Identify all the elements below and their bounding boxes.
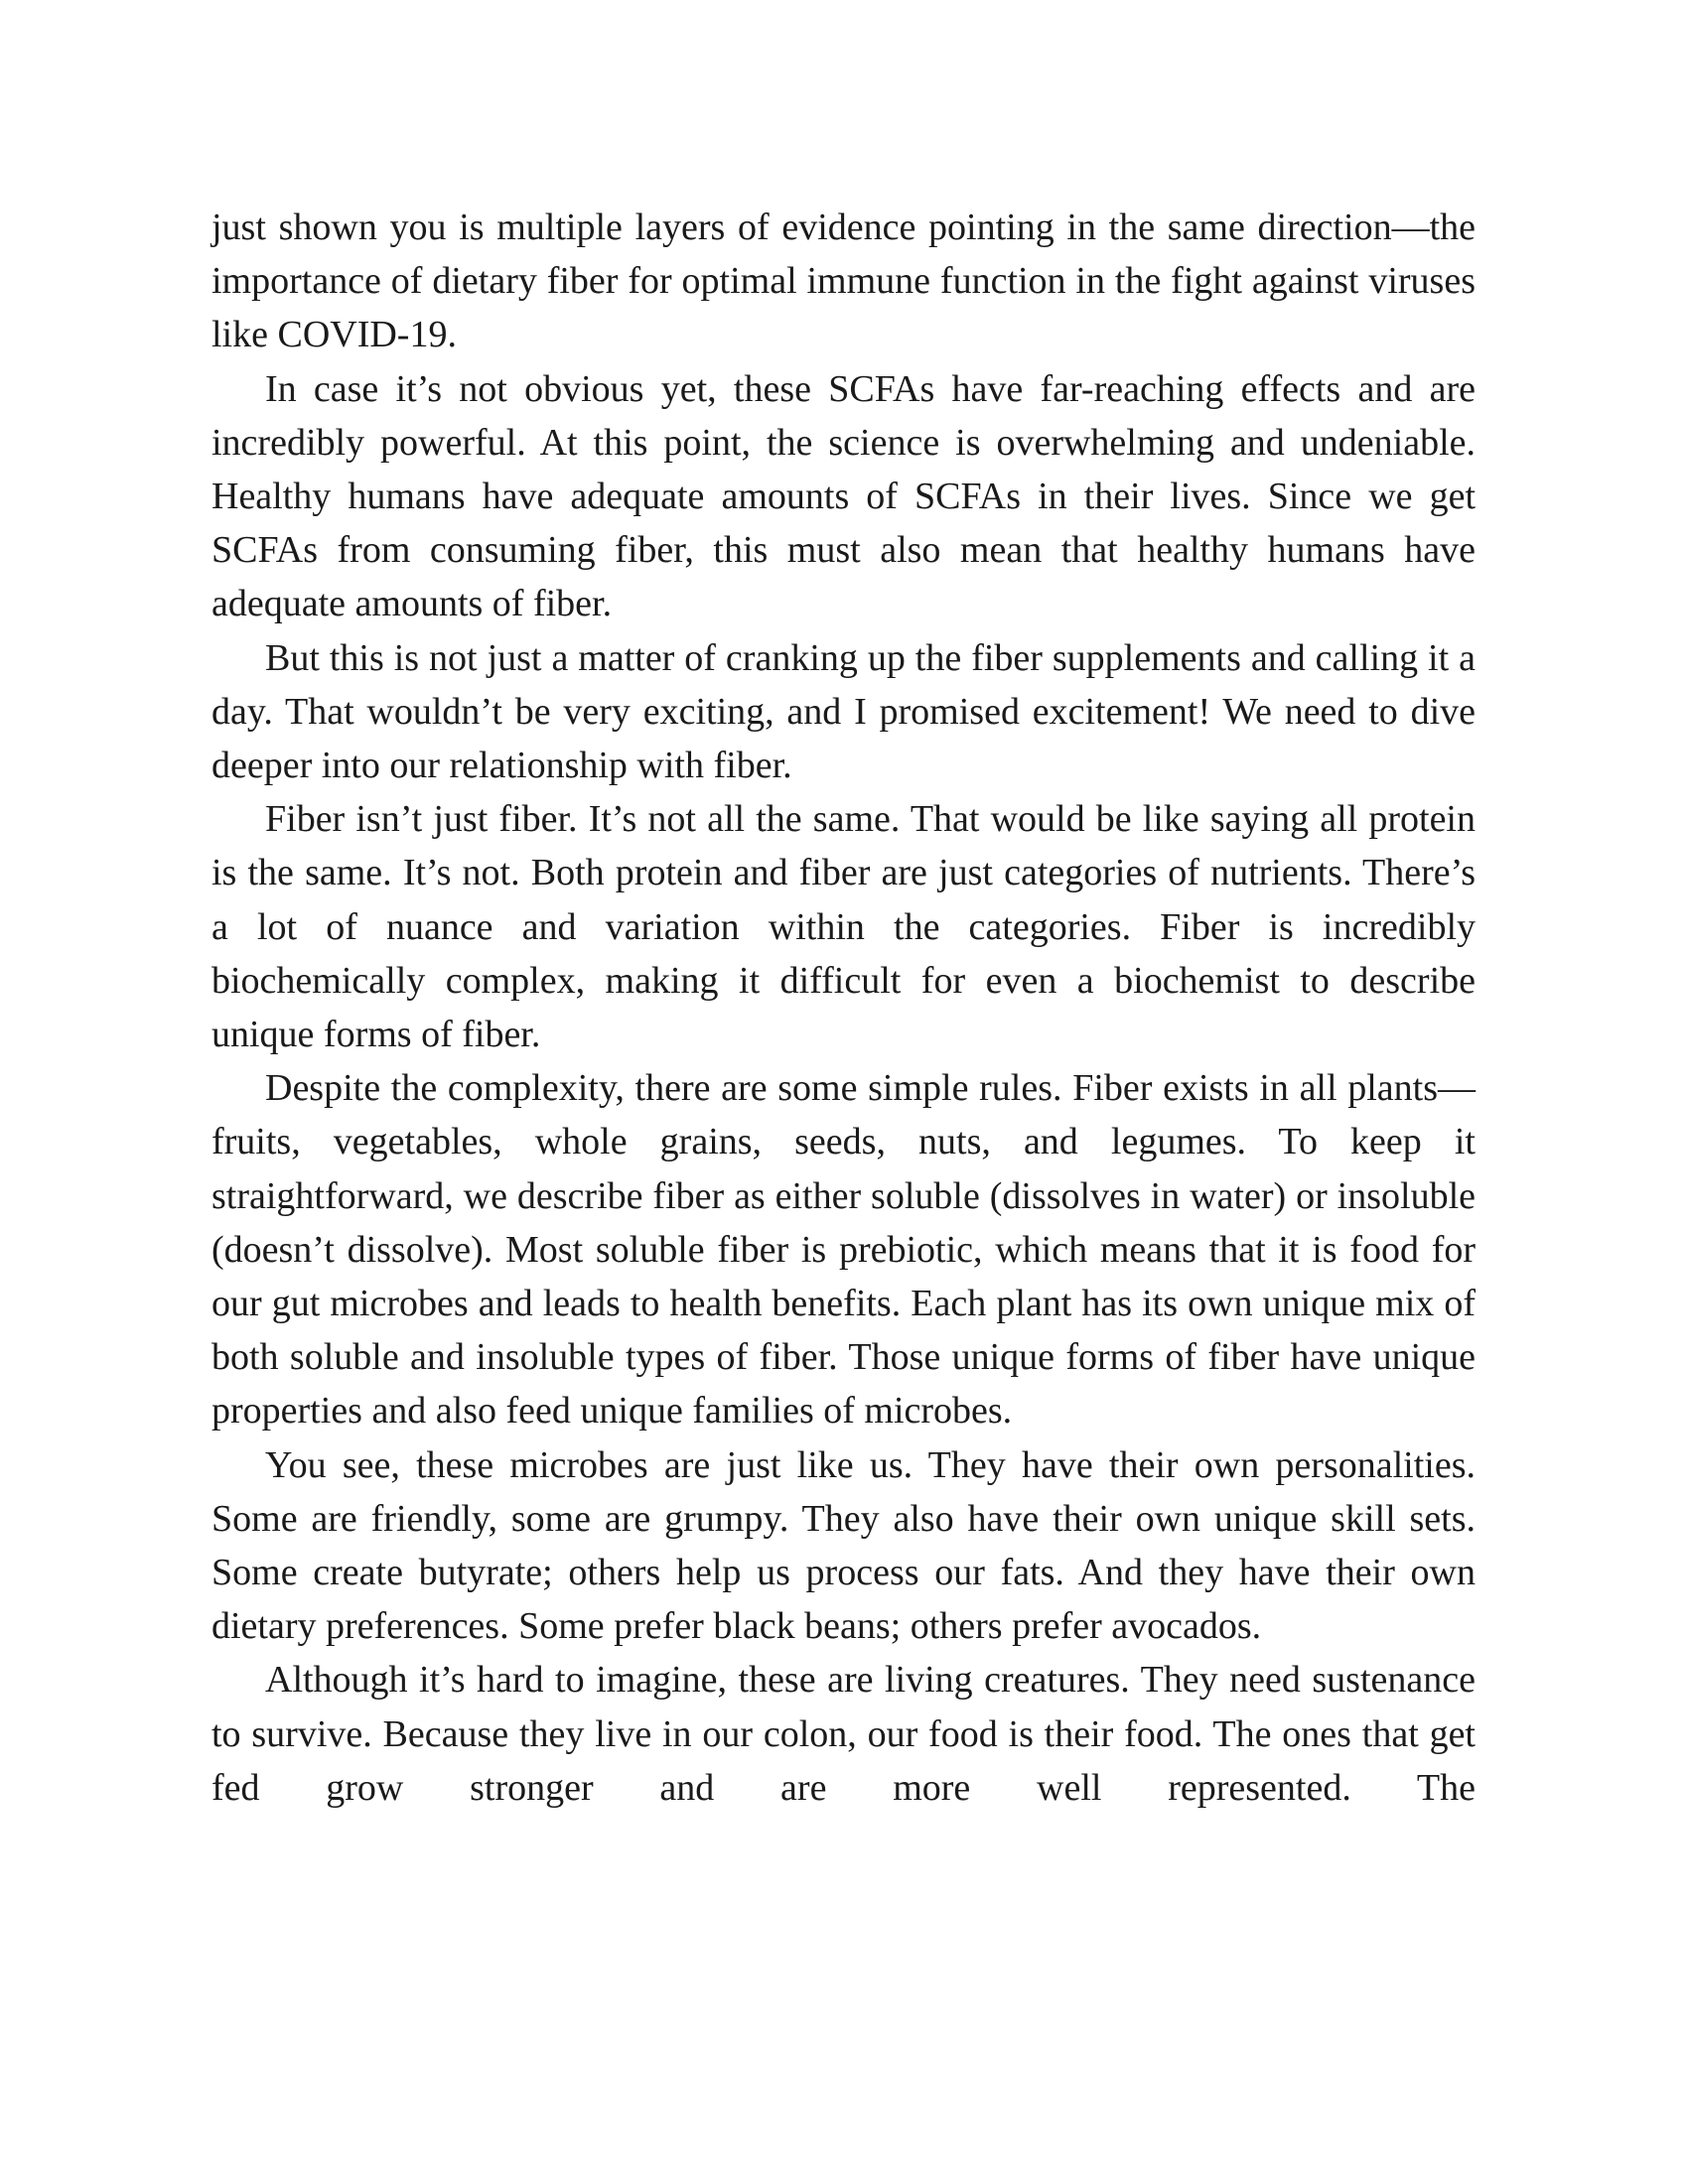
paragraph-fiber-supplements: But this is not just a matter of cranking up the fiber supplements and calling it a day. That wouldn’t be very exciting, and I promised excitement! We need to dive deeper into our relationship with fiber. [211,636,1476,787]
paragraph-living-creatures: Although it’s hard to imagine, these are living creatures. They need sustenance to survive. Because they live in our colon, our food is their food. The ones that get fed grow stronger and are more well represented. The [211,1659,1476,1809]
paragraph-continued: just shown you is multiple layers of evidence pointing in the same direction—the importance of dietary fiber for optimal immune function in the fight against viruses like COVID-19. [211,206,1476,356]
paragraph-scfa-effects: In case it’s not obvious yet, these SCFAs have far-reaching effects and are incredibly powerful. At this point, the science is overwhelming and undeniable. Healthy humans have adequate amounts of SCFAs in their lives. Since we get SCFAs from consuming fiber, this must also mean that healthy humans have adequate amounts of fiber. [211,367,1476,625]
page-body [211,201,1476,1815]
paragraph-microbes-like-us: You see, these microbes are just like us. They have their own personalities. Some are friendly, some are grumpy. They also have their own unique skill sets. Some create butyrate; others help us process our fats. And they have their own dietary preferences. Some prefer black beans; others prefer avocados. [211,1443,1476,1648]
paragraph-simple-rules: Despite the complexity, there are some simple rules. Fiber exists in all plants—fruits, vegetables, whole grains, seeds, nuts, and legumes. To keep it straightforward, we describe fiber as either soluble (dissolves in water) or insoluble (doesn’t dissolve). Most soluble fiber is prebiotic, which means that it is food for our gut microbes and leads to health benefits. Each plant has its own unique mix of both soluble and insoluble types of fiber. Those unique forms of fiber have unique properties and also feed unique families of microbes. [211,1067,1476,1433]
paragraph-fiber-not-same: Fiber isn’t just fiber. It’s not all the same. That would be like saying all protein is the same. It’s not. Both protein and fiber are just categories of nutrients. There’s a lot of nuance and variation within the categories. Fiber is incredibly biochemically complex, making it difficult for even a biochemist to describe unique forms of fiber. [211,798,1476,1056]
